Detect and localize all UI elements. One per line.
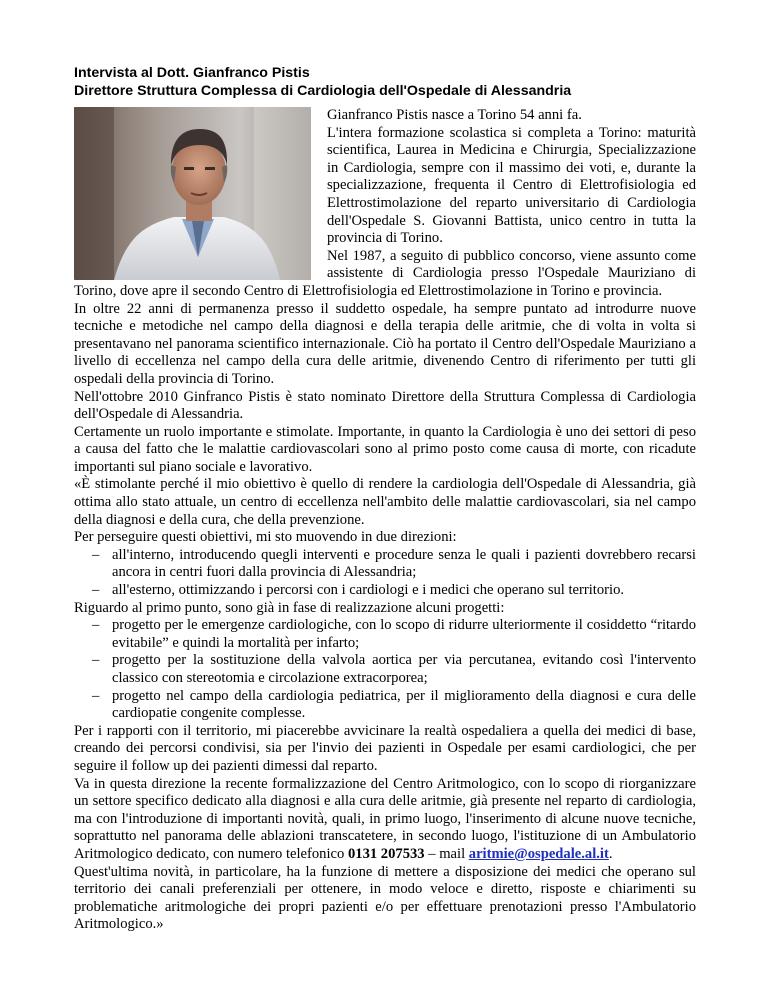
- dash-bullet: –: [92, 617, 100, 634]
- paragraph-11-text: Va in questa direzione la recente formalizzazione del Centro Aritmologico, con lo scopo di riorganizzare un settore specifico dedicato alla diagnosi e alla cura delle aritmie, già presente nel reparto di cardiologia, ma con l'introduzione di importanti novità, quali, in primo luogo, l'inserimento di alcune nuove tecniche, soprattutto nel panorama delle ablazioni transcatetere, in secondo luogo, l'istituzione di un Ambulatorio Aritmologico dedicato, con numero telefonico: [74, 775, 696, 862]
- list-item-text: progetto per le emergenze cardiologiche, con lo scopo di ridurre ulteriormente il cosiddetto “ritardo evitabile” e quindi la mortalità per infarto;: [112, 617, 696, 651]
- directions-list: [74, 547, 696, 600]
- list-item-text: progetto nel campo della cardiologia pediatrica, per il miglioramento della diagnosi e cura delle cardiopatie congenite complesse.: [112, 687, 696, 722]
- title-line-2: Direttore Struttura Complessa di Cardiologia dell'Ospedale di Alessandria: [74, 83, 572, 99]
- list-item: [74, 582, 696, 600]
- paragraph-8: Per perseguire questi obiettivi, mi sto muovendo in due direzioni:: [74, 529, 457, 546]
- paragraph-6: Certamente un ruolo importante e stimolate. Importante, in quanto la Cardiologia è uno dei settori di peso a causa del fatto che le malattie cardiovascolari sono al primo posto come causa di morte, con ricadute importanti sul piano sociale e lavorativo.: [74, 423, 696, 475]
- paragraph-7: «È stimolante perché il mio obiettivo è quello di rendere la cardiologia dell'Ospedale di Alessandria, già ottima allo stato attuale, un centro di eccellenza nell'ambito delle malattie cardiovascolari, sia nel campo della diagnosi e della cura, che della prevenzione.: [74, 476, 696, 528]
- list-item: [74, 617, 696, 652]
- paragraph-11-end: .: [608, 845, 613, 862]
- paragraph-12: Quest'ultima novità, in particolare, ha la funzione di mettere a disposizione dei medici che operano sul territorio dei canali preferenziali per ottenere, in modo veloce e diretto, risposte e chiarimenti su problematiche aritmologiche dei propri pazienti e/o per effettuare prenotazioni presso l'Ambulatorio Aritmologico.»: [74, 863, 696, 933]
- document-page: [74, 64, 696, 934]
- portrait-photo-icon: [74, 107, 311, 280]
- mail-label: – mail: [424, 845, 469, 862]
- list-item-text: all'esterno, ottimizzando i percorsi con i cardiologi e i medici che operano sul territorio.: [112, 582, 625, 599]
- dash-bullet: –: [92, 582, 100, 599]
- paragraph-1: Gianfranco Pistis nasce a Torino 54 anni fa.: [327, 107, 582, 123]
- dash-bullet: –: [92, 687, 100, 704]
- email-link[interactable]: aritmie@ospedale.al.it: [468, 845, 609, 862]
- paragraph-2: L'intera formazione scolastica si completa a Torino: maturità scientifica, Laurea in Medicina e Chirurgia, Specializzazione in Cardiologia, sempre con il massimo dei voti, e, durante la specializzazione, frequenta il Centro di Elettrofisiologia ed Elettrostimolazione del reparto universitario di Cardiologia dell'Ospedale S. Giovanni Battista, unico centro in tutta la provincia di Torino.: [327, 124, 696, 247]
- list-item-text: progetto per la sostituzione della valvola aortica per via percutanea, evitando così l'intervento classico con stereotomia e circolazione extracorporea;: [112, 652, 696, 686]
- phone-number: 0131 207533: [347, 845, 425, 862]
- list-item: [74, 547, 696, 582]
- dash-bullet: –: [92, 652, 100, 669]
- paragraph-10: Per i rapporti con il territorio, mi piacerebbe avvicinare la realtà ospedaliera a quella dei medici di base, creando dei percorsi condivisi, sia per l'invio dei pazienti in Ospedale per esami cardiologici, che per seguire il follow up dei pazienti dimessi dal reparto.: [74, 722, 696, 774]
- portrait-photo-graphic: [74, 107, 311, 280]
- dash-bullet: –: [92, 546, 100, 563]
- paragraph-4: In oltre 22 anni di permanenza presso il suddetto ospedale, ha sempre puntato ad introdurre nuove tecniche e metodiche nel campo della diagnosi e della terapia delle aritmie, che di volta in volta si presentavano nel panorama scientifico internazionale. Ciò ha portato il Centro dell'Ospedale Mauriziano a livello di eccellenza nel campo della cura delle aritmie, divenendo Centro di riferimento per tutti gli ospedali della provincia di Torino.: [74, 300, 696, 387]
- paragraph-3: Nel 1987, a seguito di pubblico concorso, viene assunto come assistente di Cardiologia presso l'Ospedale Mauriziano di Torino, dove apre il secondo Centro di Elettrofisiologia ed Elettrostimolazione in Torino e provincia.: [74, 247, 696, 299]
- list-item: [74, 688, 696, 723]
- paragraph-11: [74, 776, 696, 864]
- list-item-text: all'interno, introducendo quegli interventi e procedure senza le quali i pazienti dovrebbero recarsi ancora in centri fuori dalla provincia di Alessandria;: [112, 546, 696, 581]
- paragraph-9: Riguardo al primo punto, sono già in fase di realizzazione alcuni progetti:: [74, 599, 505, 616]
- paragraph-5: Nell'ottobre 2010 Ginfranco Pistis è stato nominato Direttore della Struttura Complessa di Cardiologia dell'Ospedale di Alessandria.: [74, 388, 696, 423]
- list-item: [74, 652, 696, 687]
- title-line-1: Intervista al Dott. Gianfranco Pistis: [74, 65, 310, 81]
- projects-list: [74, 617, 696, 723]
- title-block: [74, 64, 696, 100]
